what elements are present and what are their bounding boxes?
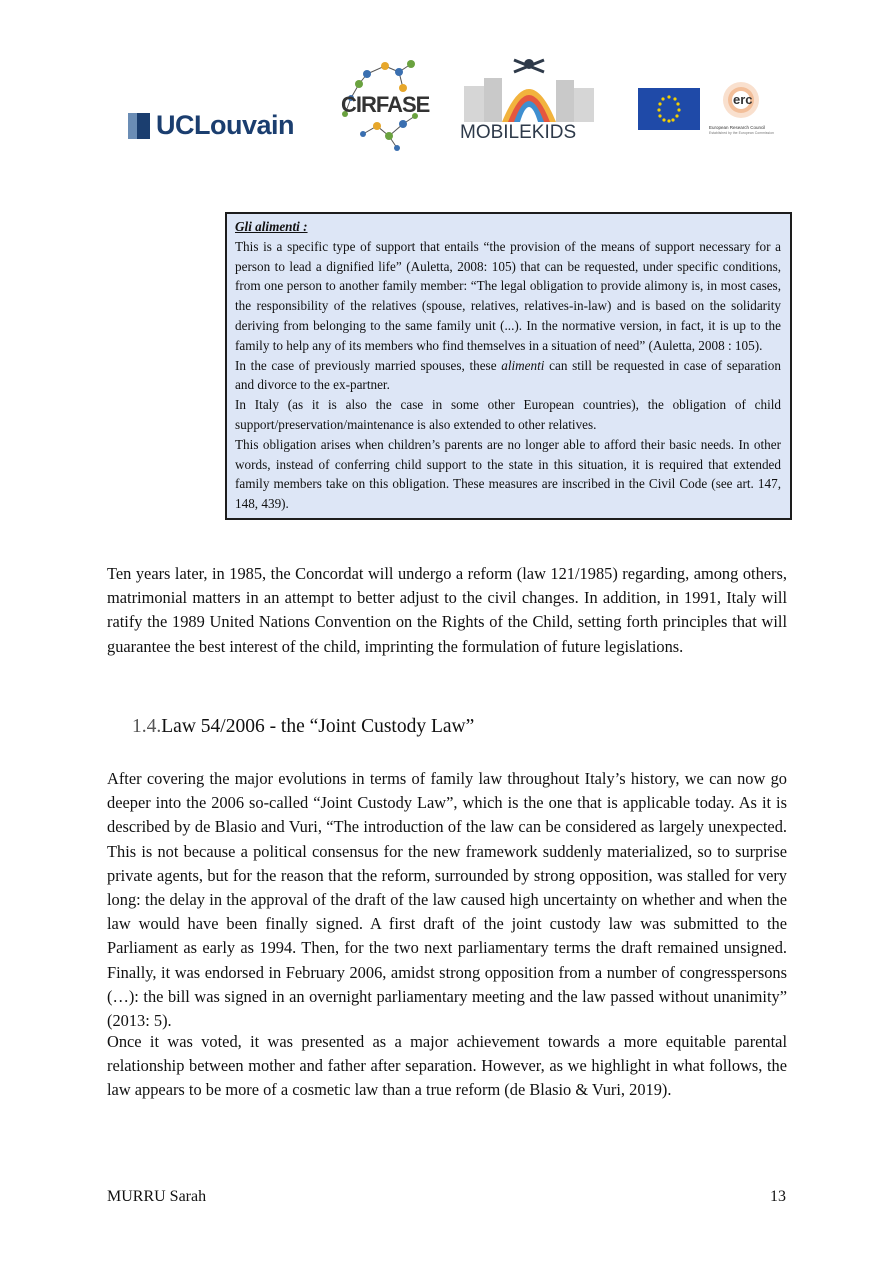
callout-text: In the case of previously married spouses, these bbox=[235, 357, 502, 373]
section-number: 1.4. bbox=[132, 716, 162, 737]
eu-flag-icon bbox=[638, 88, 700, 130]
section-heading bbox=[132, 716, 474, 738]
body-paragraph-joint-custody: After covering the major evolutions in terms of family law throughout Italy’s history, we can now go deeper into the 2006 so-called “Joint Custody Law”, which is the one that is applicable today. As it is described by de Blasio and Vuri, “The introduction of the law can be considered as largely unexpected. This is not because a political consensus for the new framework suddenly materialized, so to surprise private agents, but for the reason that the reform, surrounded by strong opposition, was stalled for very long: the delay in the approval of the draft of the law caused high uncertainty on whether and when the law would have been finally signed. A first draft of the joint custody law was submitted to the Parliament as early as 1994. Then, for the two next parliamentary terms the draft remained unsigned. Finally, it was endorsed in February 2006, amidst strong opposition from a number of congresspersons (…): the bill was signed in an overnight parliamentary meeting and the law passed without unanimity” (2013: 5). bbox=[107, 769, 787, 1031]
callout-emphasis: alimenti bbox=[501, 357, 545, 373]
section-title: Law 54/2006 - the “Joint Custody Law” bbox=[161, 716, 475, 737]
alimenti-callout-box bbox=[225, 212, 792, 520]
callout-title: Gli alimenti : bbox=[235, 219, 308, 234]
page-number: 13 bbox=[770, 1188, 786, 1205]
mobilekids-logo bbox=[458, 56, 600, 151]
mobilekids-wordmark: MOBILEKIDS bbox=[460, 122, 577, 143]
cirfase-wordmark: CIRFASE bbox=[341, 92, 430, 117]
erc-logo bbox=[705, 80, 777, 140]
cirfase-logo bbox=[337, 54, 429, 154]
erc-wordmark: erc bbox=[733, 92, 753, 107]
mobilekids-city-icon bbox=[458, 56, 600, 126]
erc-subtitle-2: Established by the European Commission bbox=[709, 131, 774, 135]
callout-paragraph: In Italy (as it is also the case in some other European countries), the obligation of child support/preservation/maintenance is also extended to other relatives. bbox=[235, 397, 781, 432]
uclouvain-logo bbox=[128, 110, 294, 141]
callout-paragraph bbox=[235, 356, 781, 396]
body-paragraph-achievement: Once it was voted, it was presented as a major achievement towards a more equitable parental relationship between mother and father after separation. However, as we highlight in what follows, the law appears to be more of a cosmetic law than a true reform (de Blasio & Vuri, 2019). bbox=[107, 1032, 787, 1100]
footer-author: MURRU Sarah bbox=[107, 1188, 207, 1205]
callout-text: can still be requested in case of separation and divorce to the ex-partner. bbox=[235, 357, 781, 393]
callout-paragraph: This obligation arises when children’s parents are no longer able to afford their basic needs. In other words, instead of conferring child support to the state in this situation, it is required that extended family members take on this obligation. These measures are inscribed in the Civil Code (see art. 147, 148, 439). bbox=[235, 436, 781, 512]
uclouvain-wordmark: UCLouvain bbox=[156, 110, 295, 140]
callout-paragraph: This is a specific type of support that entails “the provision of the means of support necessary for a person to lead a dignified life” (Auletta, 2008: 105) that can be requested, under specific conditions, from one person to another family member: “The legal obligation to provide alimony is, in most cases, the responsibility of the relatives (spouse, relatives, relatives-in-law) and is based on the solidarity deriving from belonging to the same family unit (...). In the normative version, in fact, it is up to the family to help any of its members who find themselves in a situation of need” (Auletta, 2008 : 105). bbox=[235, 238, 781, 353]
uclouvain-mark-icon bbox=[128, 113, 150, 139]
header-logos bbox=[0, 50, 892, 160]
erc-subtitle: European Research Council bbox=[709, 125, 766, 130]
body-paragraph-concordat: Ten years later, in 1985, the Concordat will undergo a reform (law 121/1985) regarding, among others, matrimonial matters in an attempt to better adjust to the civil changes. In addition, in 1991, Italy will ratify the 1989 United Nations Convention on the Rights of the Child, setting forth principles that will guarantee the best interest of the child, imprinting the formulation of future legislations. bbox=[107, 564, 787, 656]
